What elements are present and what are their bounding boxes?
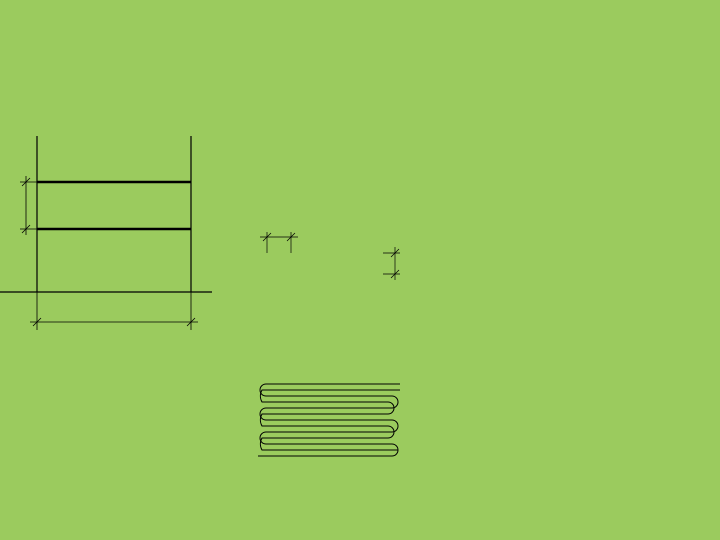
zigzag-bar-outer xyxy=(258,384,400,456)
brick-wall-diagram xyxy=(0,136,212,330)
zigzag-mesh-diagram xyxy=(258,384,400,456)
rectangular-mesh-diagram xyxy=(260,232,400,280)
